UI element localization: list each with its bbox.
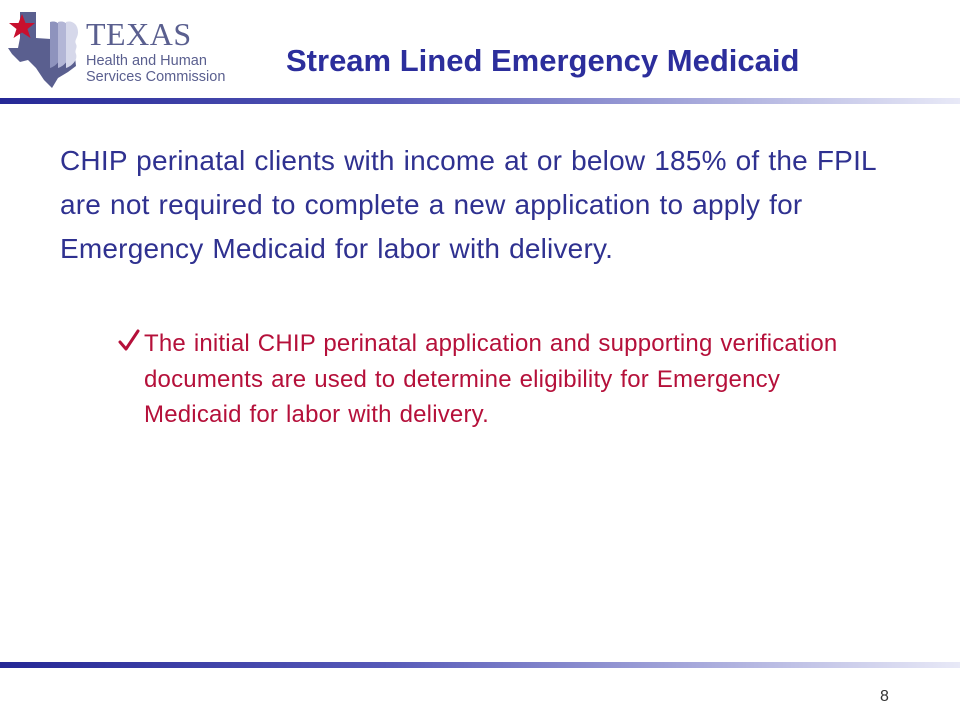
top-divider [0, 98, 960, 104]
slide-title: Stream Lined Emergency Medicaid [286, 43, 800, 78]
logo-texas-text: TEXAS [86, 16, 192, 52]
logo-line-2: Health and Human [86, 53, 207, 69]
sub-bullet-text: The initial CHIP perinatal application and supporting verification documents are used to determine eligibility for Emergency Medicaid for labor with delivery. [144, 330, 838, 428]
checkmark-icon [118, 328, 140, 354]
page-number: 8 [880, 688, 889, 705]
hhsc-logo [6, 8, 256, 90]
logo-line-3: Services Commission [86, 69, 226, 85]
texas-map-star-logo-icon [6, 8, 86, 90]
bottom-divider [0, 662, 960, 668]
main-bullet-text: CHIP perinatal clients with income at or below 185% of the FPIL are not required to complete a new application to apply for Emergency Medicaid for labor with delivery. [60, 145, 876, 264]
